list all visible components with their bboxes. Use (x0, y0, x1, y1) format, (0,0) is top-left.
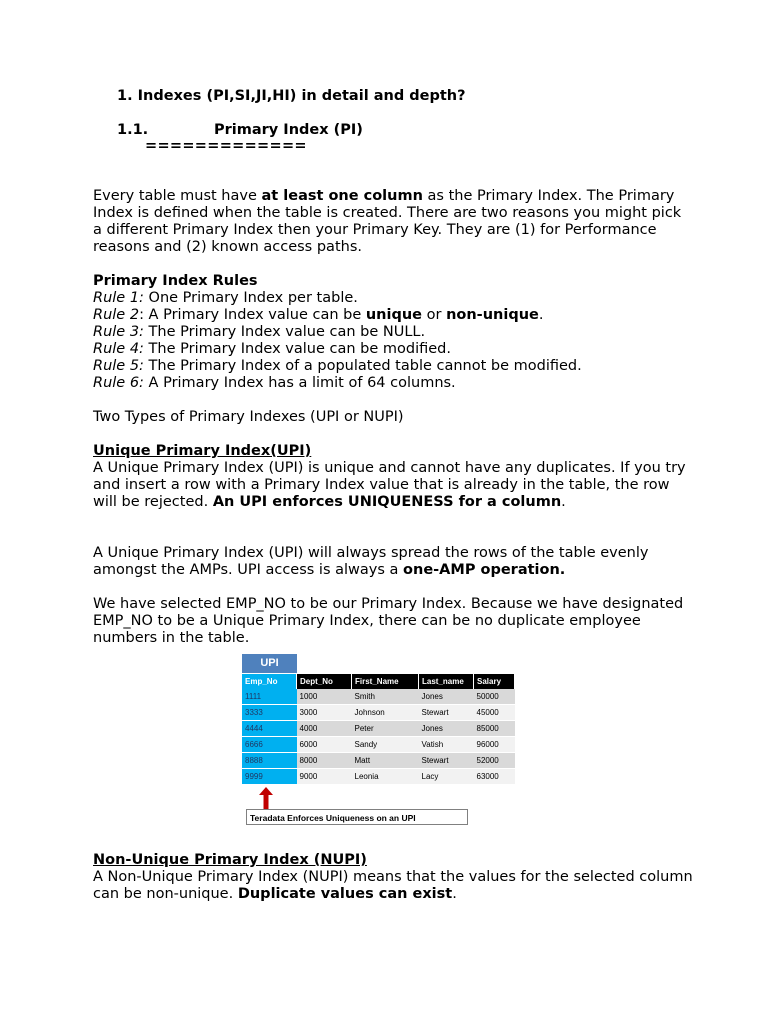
nupi-text: . (452, 886, 457, 902)
upi-text: We have selected EMP_NO to be our Primary Index. Because we have designated EMP_NO to be a Unique Primary Index, there can be no duplicate employee numbers in the table. (93, 596, 684, 646)
table-row (242, 705, 515, 721)
nupi-title: Non-Unique Primary Index (NUPI) (93, 852, 367, 868)
upi-text: A Unique Primary Index (UPI) will always spread the rows of the table evenly amongst the AMPs. UPI access is always a (93, 545, 649, 578)
table-cell: 8888 (242, 753, 297, 769)
heading-number: 1.1. (117, 122, 149, 138)
rule-2 (93, 307, 693, 324)
upi-paragraph-1 (93, 460, 693, 511)
rule-text: The Primary Index value can be modified. (143, 341, 451, 357)
table-cell: 6666 (242, 737, 297, 753)
table-cell: 3333 (242, 705, 297, 721)
rule-text: The Primary Index value can be NULL. (143, 324, 426, 340)
column-header: Dept_No (297, 674, 352, 689)
rule-1 (93, 290, 693, 307)
table-header-row (242, 674, 515, 689)
upi-text: A Unique Primary Index (UPI) is unique and cannot have any duplicates. If you try and insert a row with a Primary Index value that is already in the table, the row will be rejected. (93, 460, 686, 510)
nupi-paragraph (93, 869, 693, 903)
table-cell: Jones (419, 721, 474, 737)
heading-primary-index (117, 122, 363, 138)
table-cell: Vatish (419, 737, 474, 753)
intro-bold: at least one column (261, 188, 423, 204)
table-cell: 63000 (474, 769, 515, 785)
nupi-bold: Duplicate values can exist (237, 886, 453, 902)
table-cell: 96000 (474, 737, 515, 753)
table-row (242, 721, 515, 737)
equals-rule: ============= (145, 138, 307, 154)
upi-bold: An UPI enforces UNIQUENESS for a column (212, 494, 562, 510)
rule-4 (93, 341, 693, 358)
table-cell: Matt (352, 753, 419, 769)
rule-label: Rule 6: (93, 375, 144, 391)
rule-label: Rule 3: (93, 324, 144, 340)
upi-paragraph-3 (93, 596, 693, 647)
upi-tab-label: UPI (242, 654, 297, 673)
upi-text: . (561, 494, 566, 510)
upi-title: Unique Primary Index(UPI) (93, 443, 312, 459)
upi-section (93, 443, 693, 511)
column-header: Salary (474, 674, 515, 689)
two-types-line: Two Types of Primary Indexes (UPI or NUPI) (93, 409, 404, 425)
rule-bold: unique (365, 307, 423, 323)
table-cell: 4000 (297, 721, 352, 737)
table-row (242, 689, 515, 705)
table-cell: Johnson (352, 705, 419, 721)
rule-text: A Primary Index has a limit of 64 columns. (143, 375, 456, 391)
rule-label: Rule 1: (93, 290, 144, 306)
rule-text: The Primary Index of a populated table cannot be modified. (143, 358, 582, 374)
intro-text-1: Every table must have (93, 188, 262, 204)
rule-text: . (538, 307, 544, 323)
table-row (242, 769, 515, 785)
table-cell: 3000 (297, 705, 352, 721)
table-cell: 9999 (242, 769, 297, 785)
table-cell: 1000 (297, 689, 352, 705)
table-cell: 9000 (297, 769, 352, 785)
rule-label: Rule 2 (93, 307, 140, 323)
table-cell: 1111 (242, 689, 297, 705)
heading-indexes: 1. Indexes (PI,SI,JI,HI) in detail and depth? (117, 88, 466, 104)
rule-6 (93, 375, 693, 392)
table-cell: Peter (352, 721, 419, 737)
table-row (242, 753, 515, 769)
column-header: Emp_No (242, 674, 297, 689)
table-row (242, 737, 515, 753)
upi-table-figure (242, 654, 532, 829)
rule-text: : A Primary Index value can be (139, 307, 366, 323)
column-header: Last_name (419, 674, 474, 689)
table-cell: Stewart (419, 753, 474, 769)
table-cell: Leonia (352, 769, 419, 785)
table-cell: Sandy (352, 737, 419, 753)
nupi-text: A Non-Unique Primary Index (NUPI) means that the values for the selected column can be non-unique. (93, 869, 693, 902)
table-cell: 50000 (474, 689, 515, 705)
table-cell: 4444 (242, 721, 297, 737)
table-cell: 8000 (297, 753, 352, 769)
rule-5 (93, 358, 693, 375)
rules-section (93, 273, 693, 392)
rule-bold: non-unique (446, 307, 539, 323)
table-cell: 6000 (297, 737, 352, 753)
rule-label: Rule 4: (93, 341, 144, 357)
column-header: First_Name (352, 674, 419, 689)
nupi-section (93, 852, 693, 903)
rule-text: One Primary Index per table. (143, 290, 358, 306)
table-cell: Stewart (419, 705, 474, 721)
table-cell: 45000 (474, 705, 515, 721)
figure-caption: Teradata Enforces Uniqueness on an UPI (246, 809, 468, 825)
rules-title: Primary Index Rules (93, 273, 258, 289)
table-cell: 52000 (474, 753, 515, 769)
rule-label: Rule 5: (93, 358, 144, 374)
employee-table (242, 674, 515, 785)
table-cell: 85000 (474, 721, 515, 737)
intro-paragraph (93, 188, 693, 256)
table-cell: Lacy (419, 769, 474, 785)
intro-text-2: as the Primary Index. The Primary Index is defined when the table is created. There are two reasons you might pick a different Primary Index then your Primary Key. They are (1) for Performance reasons and (2) known access paths. (93, 188, 682, 255)
up-arrow-icon (259, 787, 273, 809)
upi-bold: one-AMP operation. (403, 562, 566, 578)
heading-title: Primary Index (PI) (214, 122, 363, 138)
table-cell: Jones (419, 689, 474, 705)
rule-text: or (422, 307, 447, 323)
table-cell: Smith (352, 689, 419, 705)
upi-paragraph-2 (93, 545, 693, 579)
rule-3 (93, 324, 693, 341)
